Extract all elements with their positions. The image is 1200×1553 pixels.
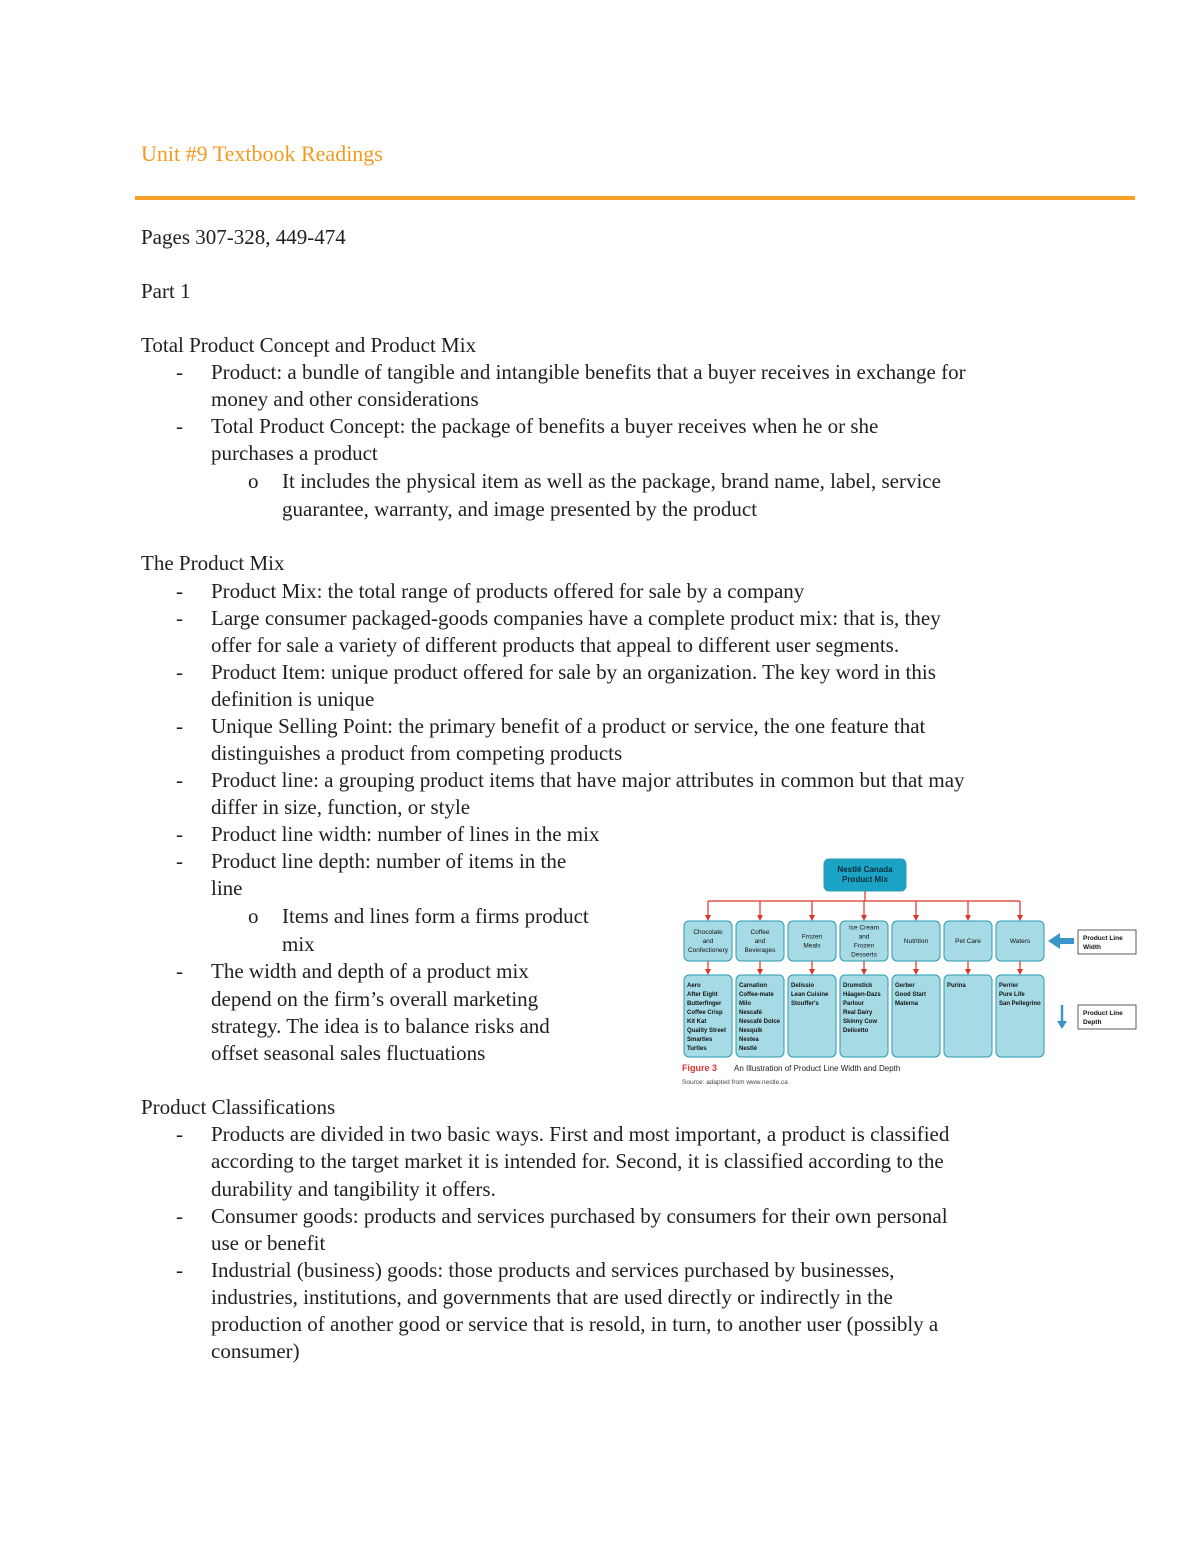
sub-bullet-text: Items and lines form a firms product bbox=[282, 904, 589, 928]
bullet-text: Unique Selling Point: the primary benefit of a product or service, the one feature that bbox=[211, 714, 926, 738]
item-name: Real Dairy bbox=[843, 1010, 873, 1016]
item-name: Nesquik bbox=[739, 1028, 763, 1034]
item-name: Stouffer's bbox=[791, 1001, 819, 1007]
item-name: Good Start bbox=[895, 992, 926, 998]
caption-source: Source: adapted from www.nestle.ca bbox=[682, 1079, 788, 1086]
line-box bbox=[788, 921, 836, 961]
line-name: Chocolate bbox=[693, 929, 723, 936]
section-heading-product-mix: The Product Mix bbox=[141, 551, 285, 575]
bullet-dash: - bbox=[176, 414, 183, 438]
bullet-dash: - bbox=[176, 660, 183, 684]
depth-label: Product Line bbox=[1083, 1010, 1123, 1017]
bullet-dash: - bbox=[176, 714, 183, 738]
item-name: Smarties bbox=[687, 1037, 713, 1043]
line-name: Frozen bbox=[801, 933, 823, 941]
item-name: Butterfinger bbox=[687, 1001, 722, 1007]
item-name: Nestlé bbox=[739, 1046, 758, 1052]
item-name: Delicetto bbox=[843, 1028, 869, 1034]
item-name: Pure Life bbox=[999, 992, 1025, 998]
pages-line: Pages 307-328, 449-474 bbox=[141, 225, 346, 249]
arrow-head bbox=[705, 915, 711, 921]
line-name: and bbox=[754, 938, 766, 945]
item-name: Häagen-Dazs bbox=[843, 992, 881, 998]
arrow-head bbox=[705, 969, 711, 975]
bullet-text: Large consumer packaged-goods companies have a complete product mix: that is, they bbox=[211, 606, 941, 630]
line-name: Beverages bbox=[744, 947, 776, 954]
bullet-text: use or benefit bbox=[211, 1231, 326, 1255]
arrow-head bbox=[809, 969, 815, 975]
item-name: Quality Street bbox=[687, 1028, 727, 1034]
arrow-head bbox=[913, 915, 919, 921]
bullet-dash: - bbox=[176, 959, 183, 983]
bullet-dash: - bbox=[176, 606, 183, 630]
bullet-text: Product Item: unique product offered for sale by an organization. The key word in this bbox=[211, 660, 936, 684]
arrow-head bbox=[757, 915, 763, 921]
section-heading-classifications: Product Classifications bbox=[141, 1095, 336, 1119]
root-label: Product Mix bbox=[842, 875, 888, 884]
bullet-text: offset seasonal sales fluctuations bbox=[211, 1041, 486, 1065]
line-name: Coffee bbox=[750, 929, 770, 936]
sub-bullet-o: o bbox=[248, 904, 259, 928]
sub-bullet-o: o bbox=[248, 469, 259, 493]
section-heading-total-product: Total Product Concept and Product Mix bbox=[141, 333, 477, 357]
arrow-head bbox=[861, 915, 867, 921]
bullet-text: strategy. The idea is to balance risks and bbox=[211, 1014, 550, 1038]
item-name: Nescafé bbox=[739, 1010, 763, 1016]
arrow-head bbox=[809, 915, 815, 921]
width-label: Width bbox=[1083, 944, 1101, 951]
line-name: Ice Cream bbox=[849, 924, 879, 932]
line-name: and bbox=[858, 933, 870, 941]
bullet-text: Product line width: number of lines in the mix bbox=[211, 822, 600, 846]
caption-number: Figure 3 bbox=[682, 1063, 718, 1073]
arrow-head bbox=[965, 969, 971, 975]
bullet-text: money and other considerations bbox=[211, 387, 479, 411]
item-name: Lean Cuisine bbox=[791, 992, 829, 998]
caption-text: An Illustration of Product Line Width and Depth bbox=[734, 1064, 901, 1073]
bullet-text: Product Mix: the total range of products offered for sale by a company bbox=[211, 579, 805, 603]
bullet-text: line bbox=[211, 876, 243, 900]
bullet-text: distinguishes a product from competing products bbox=[211, 741, 623, 765]
line-name: Confectionery bbox=[687, 947, 729, 954]
arrow-head bbox=[1017, 969, 1023, 975]
bullet-text: production of another good or service that is resold, in turn, to another user (possibly a bbox=[211, 1312, 939, 1336]
bullet-text: Products are divided in two basic ways. First and most important, a product is classified bbox=[211, 1122, 950, 1146]
item-name: Coffee-mate bbox=[739, 992, 774, 998]
item-name: Parlour bbox=[843, 1001, 865, 1007]
line-name: Waters bbox=[1009, 938, 1031, 945]
width-arrow bbox=[1048, 933, 1074, 949]
sub-bullet-text: guarantee, warranty, and image presented by the product bbox=[282, 497, 758, 521]
bullet-dash: - bbox=[176, 360, 183, 384]
bullet-text: durability and tangibility it offers. bbox=[211, 1177, 496, 1201]
arrow-head bbox=[965, 915, 971, 921]
bullet-dash: - bbox=[176, 1204, 183, 1228]
item-name: Materna bbox=[895, 1001, 919, 1007]
item-name: Kit Kat bbox=[687, 1019, 707, 1025]
bullet-dash: - bbox=[176, 1258, 183, 1282]
item-name: Drumstick bbox=[843, 983, 873, 989]
product-mix-figure bbox=[676, 853, 1146, 1093]
item-name: After Eight bbox=[687, 992, 718, 998]
bullet-dash: - bbox=[176, 849, 183, 873]
bullet-text: Product line: a grouping product items that have major attributes in common but that may bbox=[211, 768, 965, 792]
item-name: Aero bbox=[687, 983, 701, 989]
sub-bullet-text: mix bbox=[282, 932, 315, 956]
arrow-head bbox=[1017, 915, 1023, 921]
title-rule bbox=[135, 196, 1135, 200]
bullet-text: industries, institutions, and governments that are used directly or indirectly in the bbox=[211, 1285, 893, 1309]
root-label: Nestlé Canada bbox=[837, 865, 893, 874]
item-name: Gerber bbox=[895, 983, 915, 989]
item-name: Milo bbox=[739, 1001, 751, 1007]
bullet-text: Total Product Concept: the package of benefits a buyer receives when he or she bbox=[211, 414, 879, 438]
line-name: Meals bbox=[803, 942, 821, 950]
product-mix-diagram bbox=[676, 853, 1146, 1093]
document-title: Unit #9 Textbook Readings bbox=[141, 141, 383, 166]
arrow-head bbox=[913, 969, 919, 975]
line-name: Desserts bbox=[851, 951, 877, 959]
item-name: Nestea bbox=[739, 1037, 759, 1043]
bullet-text: definition is unique bbox=[211, 687, 375, 711]
item-name: Delissio bbox=[791, 983, 815, 989]
part-label: Part 1 bbox=[141, 279, 191, 303]
bullet-text: Product line depth: number of items in the bbox=[211, 849, 567, 873]
bullet-text: The width and depth of a product mix bbox=[211, 959, 529, 983]
depth-indicator-head bbox=[1057, 1021, 1067, 1029]
bullet-text: according to the target market it is intended for. Second, it is classified according to the bbox=[211, 1149, 944, 1173]
bullet-dash: - bbox=[176, 768, 183, 792]
line-name: and bbox=[702, 938, 714, 945]
item-name: San Pellegrino bbox=[999, 1001, 1041, 1007]
item-name: Carnation bbox=[739, 983, 768, 989]
bullet-text: depend on the firm’s overall marketing bbox=[211, 987, 539, 1011]
item-name: Purina bbox=[947, 983, 966, 989]
item-name: Turtles bbox=[687, 1046, 707, 1052]
item-name: Skinny Cow bbox=[843, 1019, 878, 1025]
arrow-head bbox=[757, 969, 763, 975]
item-name: Nescafé Dolce bbox=[739, 1019, 781, 1025]
bullet-text: Consumer goods: products and services purchased by consumers for their own personal bbox=[211, 1204, 948, 1228]
bullet-text: differ in size, function, or style bbox=[211, 795, 471, 819]
bullet-text: offer for sale a variety of different products that appeal to different user segments. bbox=[211, 633, 900, 657]
bullet-dash: - bbox=[176, 579, 183, 603]
sub-bullet-text: It includes the physical item as well as the package, brand name, label, service bbox=[282, 469, 941, 493]
depth-label: Depth bbox=[1083, 1019, 1102, 1026]
bullet-text: Industrial (business) goods: those products and services purchased by businesses, bbox=[211, 1258, 895, 1282]
line-name: Frozen bbox=[853, 942, 875, 950]
bullet-dash: - bbox=[176, 1122, 183, 1146]
item-name: Perrier bbox=[999, 983, 1019, 989]
line-name: Pet Care bbox=[955, 938, 981, 945]
line-name: Nutrition bbox=[903, 938, 929, 945]
bullet-text: purchases a product bbox=[211, 441, 378, 465]
arrow-head bbox=[861, 969, 867, 975]
width-label: Product Line bbox=[1083, 935, 1123, 942]
bullet-text: consumer) bbox=[211, 1339, 300, 1363]
item-name: Coffee Crisp bbox=[687, 1010, 723, 1016]
bullet-dash: - bbox=[176, 822, 183, 846]
bullet-text: Product: a bundle of tangible and intangible benefits that a buyer receives in exchange for bbox=[211, 360, 966, 384]
